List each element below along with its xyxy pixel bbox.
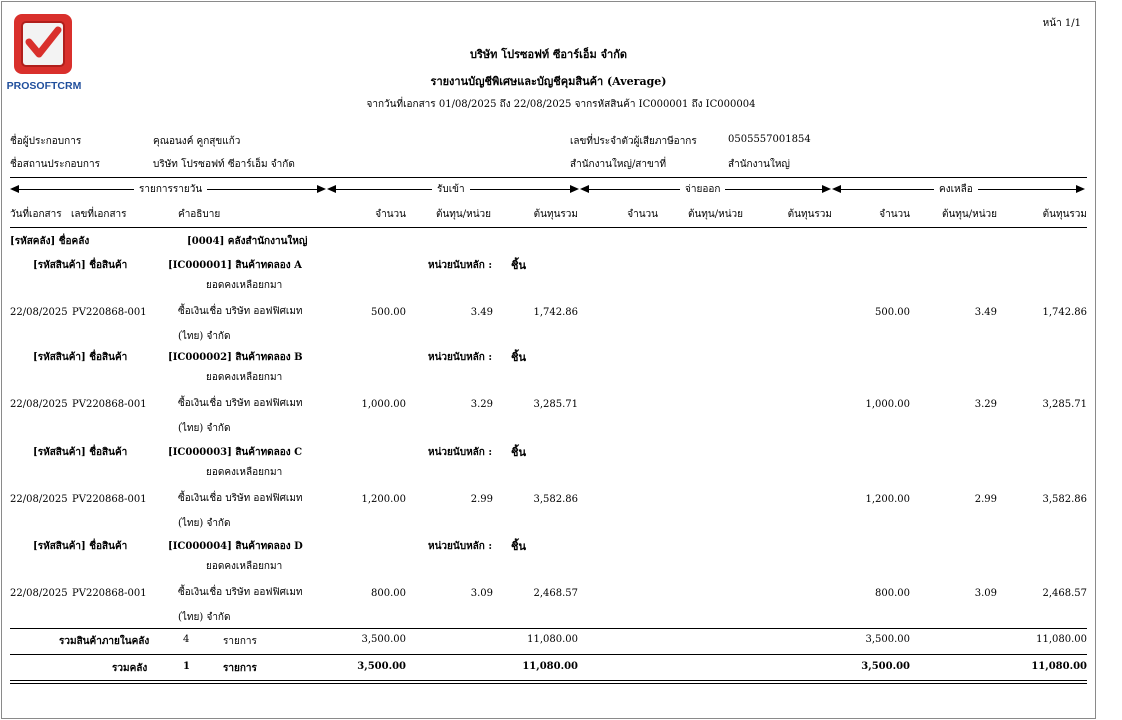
desc-line2: (ไทย) จำกัด: [178, 518, 231, 529]
bal-qty: 500.00: [875, 307, 910, 318]
divider: [10, 680, 1087, 681]
section-balance-label: คงเหลือ: [934, 182, 978, 197]
total-bal-qty: 3,500.00: [861, 661, 910, 672]
arrow-right-icon: [822, 185, 831, 193]
unit-value: ชิ้น: [511, 259, 526, 272]
total-label: รวมคลัง: [112, 663, 148, 674]
bal-qty: 800.00: [875, 588, 910, 599]
in-total: 1,742.86: [533, 307, 578, 318]
unit-label: หน่วยนับหลัก :: [428, 447, 493, 458]
product-label: [รหัสสินค้า] ชื่อสินค้า: [33, 352, 128, 363]
taxid-label: เลขที่ประจำตัวผู้เสียภาษีอากร: [570, 136, 697, 147]
in-unit: 3.49: [470, 307, 493, 318]
doc-date: 22/08/2025: [10, 494, 68, 505]
total-bal-total: 11,080.00: [1031, 661, 1087, 672]
col-in-unit: ต้นทุน/หน่วย: [435, 209, 491, 220]
col-desc: คำอธิบาย: [178, 209, 221, 220]
unit-value: ชิ้น: [511, 446, 526, 459]
col-in-qty: จำนวน: [375, 209, 406, 220]
bal-total: 3,285.71: [1042, 399, 1087, 410]
col-out-qty: จำนวน: [627, 209, 658, 220]
subtotal-in-total: 11,080.00: [527, 634, 578, 645]
doc-no: PV220868-001: [72, 399, 147, 410]
doc-no: PV220868-001: [72, 307, 147, 318]
place-label: ชื่อสถานประกอบการ: [10, 159, 100, 170]
unit-label: หน่วยนับหลัก :: [428, 541, 493, 552]
arrow-right-icon: [570, 185, 579, 193]
in-qty: 500.00: [371, 307, 406, 318]
product-code: [IC000003] สินค้าทดลอง C: [168, 447, 303, 458]
col-bal-qty: จำนวน: [879, 209, 910, 220]
desc-line2: (ไทย) จำกัด: [178, 423, 231, 434]
desc-line1: ซื้อเงินเชื่อ บริษัท ออฟฟิศเมท: [178, 493, 303, 504]
section-issue-label: จ่ายออก: [680, 182, 725, 197]
bal-total: 1,742.86: [1042, 307, 1087, 318]
col-in-total: ต้นทุนรวม: [533, 209, 578, 220]
divider: [10, 628, 1087, 629]
section-daily-label: รายการรายวัน: [134, 182, 207, 197]
col-doc-no: เลขที่เอกสาร: [71, 209, 127, 220]
place-value: บริษัท โปรซอฟท์ ซีอาร์เอ็ม จำกัด: [153, 159, 295, 170]
subtotal-bal-qty: 3,500.00: [865, 634, 910, 645]
divider: [10, 683, 1087, 684]
divider: [10, 227, 1087, 228]
bal-unit: 2.99: [974, 494, 997, 505]
arrow-right-icon: [1076, 185, 1085, 193]
unit-label: หน่วยนับหลัก :: [428, 260, 493, 271]
unit-label: หน่วยนับหลัก :: [428, 352, 493, 363]
bal-unit: 3.29: [974, 399, 997, 410]
opening-label: ยอดคงเหลือยกมา: [206, 372, 283, 383]
in-unit: 3.29: [470, 399, 493, 410]
col-out-unit: ต้นทุน/หน่วย: [687, 209, 743, 220]
in-unit: 2.99: [470, 494, 493, 505]
taxid-value: 0505557001854: [728, 134, 811, 145]
page-number: หน้า 1/1: [1042, 18, 1081, 29]
section-receive-label: รับเข้า: [432, 182, 470, 197]
in-qty: 1,200.00: [361, 494, 406, 505]
report-criteria: จากวันที่เอกสาร 01/08/2025 ถึง 22/08/2025 จากรหัสสินค้า IC000001 ถึง IC000004: [366, 99, 756, 110]
doc-no: PV220868-001: [72, 494, 147, 505]
opening-label: ยอดคงเหลือยกมา: [206, 280, 283, 291]
doc-date: 22/08/2025: [10, 588, 68, 599]
doc-date: 22/08/2025: [10, 399, 68, 410]
in-qty: 800.00: [371, 588, 406, 599]
product-block: [0, 258, 1097, 348]
divider: [10, 177, 1087, 178]
desc-line1: ซื้อเงินเชื่อ บริษัท ออฟฟิศเมท: [178, 398, 303, 409]
subtotal-label: รวมสินค้าภายในคลัง: [59, 636, 150, 647]
operator-value: คุณอนงค์ คูกสุขแก้ว: [153, 136, 241, 147]
subtotal-count: 4: [183, 634, 190, 645]
doc-date: 22/08/2025: [10, 307, 68, 318]
bal-qty: 1,000.00: [865, 399, 910, 410]
product-block: [0, 539, 1097, 629]
in-qty: 1,000.00: [361, 399, 406, 410]
in-unit: 3.09: [470, 588, 493, 599]
operator-label: ชื่อผู้ประกอบการ: [10, 136, 82, 147]
bal-unit: 3.49: [974, 307, 997, 318]
logo-text: PROSOFTCRM: [6, 80, 82, 92]
product-label: [รหัสสินค้า] ชื่อสินค้า: [33, 541, 128, 552]
total-count: 1: [183, 661, 190, 672]
total-items-label: รายการ: [223, 663, 257, 674]
unit-value: ชิ้น: [511, 351, 526, 364]
bal-total: 2,468.57: [1042, 588, 1087, 599]
opening-label: ยอดคงเหลือยกมา: [206, 467, 283, 478]
subtotal-items-label: รายการ: [223, 636, 257, 647]
divider: [10, 654, 1087, 655]
doc-no: PV220868-001: [72, 588, 147, 599]
in-total: 2,468.57: [533, 588, 578, 599]
unit-value: ชิ้น: [511, 540, 526, 553]
warehouse-label: [รหัสคลัง] ชื่อคลัง: [10, 236, 90, 247]
product-block: [0, 445, 1097, 535]
subtotal-bal-total: 11,080.00: [1036, 634, 1087, 645]
product-code: [IC000004] สินค้าทดลอง D: [168, 541, 303, 552]
product-block: [0, 350, 1097, 440]
bal-unit: 3.09: [974, 588, 997, 599]
in-total: 3,285.71: [533, 399, 578, 410]
warehouse-value: [0004] คลังสำนักงานใหญ่: [187, 236, 308, 247]
product-code: [IC000001] สินค้าทดลอง A: [168, 260, 302, 271]
total-in-total: 11,080.00: [522, 661, 578, 672]
col-bal-unit: ต้นทุน/หน่วย: [941, 209, 997, 220]
branch-value: สำนักงานใหญ่: [728, 159, 790, 170]
in-total: 3,582.86: [533, 494, 578, 505]
bal-total: 3,582.86: [1042, 494, 1087, 505]
product-label: [รหัสสินค้า] ชื่อสินค้า: [33, 447, 128, 458]
branch-label: สำนักงานใหญ่/สาขาที่: [570, 159, 667, 170]
col-out-total: ต้นทุนรวม: [787, 209, 832, 220]
desc-line1: ซื้อเงินเชื่อ บริษัท ออฟฟิศเมท: [178, 306, 303, 317]
opening-label: ยอดคงเหลือยกมา: [206, 561, 283, 572]
subtotal-in-qty: 3,500.00: [361, 634, 406, 645]
col-doc-date: วันที่เอกสาร: [10, 209, 62, 220]
desc-line1: ซื้อเงินเชื่อ บริษัท ออฟฟิศเมท: [178, 587, 303, 598]
bal-qty: 1,200.00: [865, 494, 910, 505]
total-in-qty: 3,500.00: [357, 661, 406, 672]
product-code: [IC000002] สินค้าทดลอง B: [168, 352, 303, 363]
desc-line2: (ไทย) จำกัด: [178, 612, 231, 623]
report-title: รายงานบัญชีพิเศษและบัญชีคุมสินค้า (Average): [430, 75, 667, 88]
col-bal-total: ต้นทุนรวม: [1042, 209, 1087, 220]
company-name: บริษัท โปรซอฟท์ ซีอาร์เอ็ม จำกัด: [470, 48, 627, 61]
desc-line2: (ไทย) จำกัด: [178, 331, 231, 342]
product-label: [รหัสสินค้า] ชื่อสินค้า: [33, 260, 128, 271]
arrow-right-icon: [317, 185, 326, 193]
